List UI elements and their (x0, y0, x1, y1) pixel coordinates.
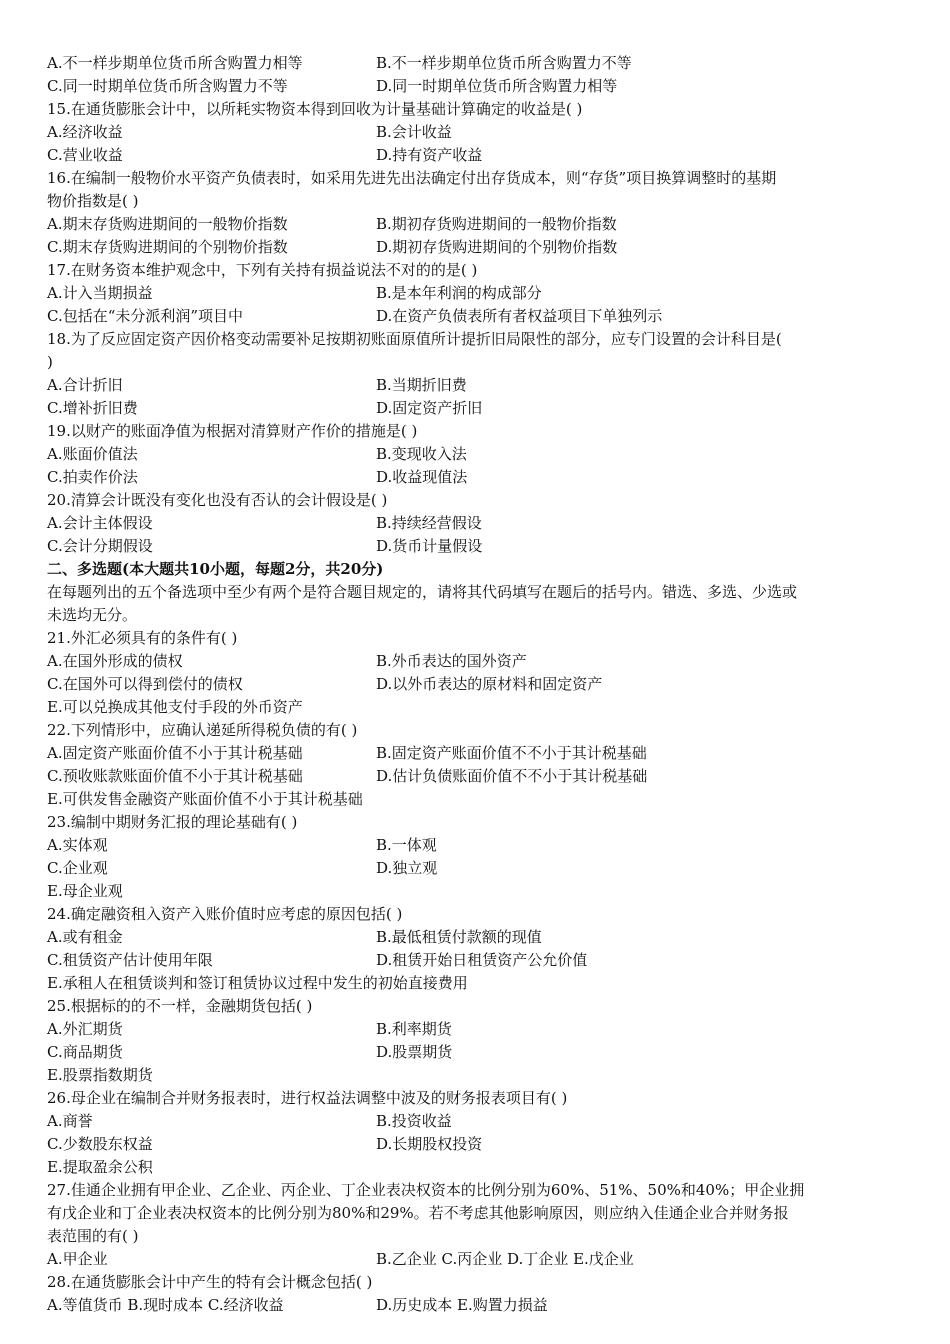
option-left: C.在国外可以得到偿付的债权 (47, 675, 243, 693)
option-row (47, 75, 897, 98)
option-row (47, 765, 897, 788)
option-left: A.不一样步期单位货币所含购置力相等 (47, 54, 303, 72)
option-right: D.在资产负债表所有者权益项目下单独列示 (376, 307, 663, 325)
option-right: B.持续经营假设 (376, 514, 482, 532)
option-row (47, 926, 897, 949)
option-right: B.最低租赁付款额的现值 (376, 928, 542, 946)
exam-page (47, 52, 897, 1317)
option-right: B.会计收益 (376, 123, 452, 141)
text-line: 17.在财务资本维护观念中，下列有关持有损益说法不对的的是( ) (47, 261, 478, 279)
text-line: 26.母企业在编制合并财务报表时，进行权益法调整中波及的财务报表项目有( ) (47, 1089, 568, 1107)
option-left: C.企业观 (47, 859, 108, 877)
option-row (47, 213, 897, 236)
text-line: 在每题列出的五个备选项中至少有两个是符合题目规定的，请将其代码填写在题后的括号内。错选、多选、少选或 (47, 583, 798, 601)
option-left: A.合计折旧 (47, 376, 123, 394)
option-left: A.等值货币 B.现时成本 C.经济收益 (47, 1296, 284, 1314)
option-row (47, 1110, 897, 1133)
option-row (47, 673, 897, 696)
text-line: E.承租人在租赁谈判和签订租赁协议过程中发生的初始直接费用 (47, 974, 468, 992)
option-right: D.持有资产收益 (376, 146, 483, 164)
option-right: D.同一时期单位货币所含购置力相等 (376, 77, 618, 95)
option-right: D.固定资产折旧 (376, 399, 483, 417)
text-line: 未选均无分。 (47, 606, 138, 624)
option-row (47, 282, 897, 305)
text-line: E.母企业观 (47, 882, 123, 900)
option-right: D.估计负债账面价值不不小于其计税基础 (376, 767, 648, 785)
option-left: A.账面价值法 (47, 445, 138, 463)
option-row (47, 443, 897, 466)
option-row (47, 466, 897, 489)
option-row (47, 834, 897, 857)
text-line: E.可以兑换成其他支付手段的外币资产 (47, 698, 303, 716)
text-line: 25.根据标的的不一样，金融期货包括( ) (47, 997, 313, 1015)
option-row (47, 1248, 897, 1271)
option-right: B.乙企业 C.丙企业 D.丁企业 E.戊企业 (376, 1250, 634, 1268)
option-row (47, 857, 897, 880)
option-left: C.期末存货购进期间的个别物价指数 (47, 238, 288, 256)
option-right: B.外币表达的国外资产 (376, 652, 527, 670)
option-left: A.甲企业 (47, 1250, 108, 1268)
option-left: C.商品期货 (47, 1043, 123, 1061)
text-line: E.股票指数期货 (47, 1066, 153, 1084)
text-line: 15.在通货膨胀会计中，以所耗实物资本得到回收为计量基础计算确定的收益是( ) (47, 100, 583, 118)
text-line: 21.外汇必须具有的条件有( ) (47, 629, 238, 647)
section-heading: 二、多选题(本大题共10小题，每题2分，共20分) (47, 560, 384, 578)
option-row (47, 949, 897, 972)
text-line: E.提取盈余公积 (47, 1158, 153, 1176)
option-left: A.商誉 (47, 1112, 93, 1130)
option-left: C.会计分期假设 (47, 537, 153, 555)
option-row (47, 650, 897, 673)
option-row (47, 144, 897, 167)
option-right: D.期初存货购进期间的个别物价指数 (376, 238, 618, 256)
option-left: A.或有租金 (47, 928, 123, 946)
option-left: A.固定资产账面价值不小于其计税基础 (47, 744, 303, 762)
text-line: 19.以财产的账面净值为根据对清算财产作价的措施是( ) (47, 422, 418, 440)
option-row (47, 236, 897, 259)
option-left: A.会计主体假设 (47, 514, 153, 532)
option-left: A.经济收益 (47, 123, 123, 141)
option-right: B.固定资产账面价值不不小于其计税基础 (376, 744, 647, 762)
option-row (47, 1294, 897, 1317)
option-right: D.收益现值法 (376, 468, 468, 486)
option-left: C.营业收益 (47, 146, 123, 164)
text-line: ) (47, 353, 53, 371)
option-left: C.少数股东权益 (47, 1135, 153, 1153)
text-line: 28.在通货膨胀会计中产生的特有会计概念包括( ) (47, 1273, 373, 1291)
option-right: B.是本年利润的构成部分 (376, 284, 542, 302)
text-line: 表范围的有( ) (47, 1227, 139, 1245)
option-left: A.实体观 (47, 836, 108, 854)
option-right: B.当期折旧费 (376, 376, 467, 394)
option-row (47, 742, 897, 765)
option-right: B.利率期货 (376, 1020, 452, 1038)
option-left: A.在国外形成的债权 (47, 652, 183, 670)
option-right: B.投资收益 (376, 1112, 452, 1130)
option-row (47, 121, 897, 144)
option-right: B.期初存货购进期间的一般物价指数 (376, 215, 617, 233)
option-left: C.租赁资产估计使用年限 (47, 951, 213, 969)
option-row (47, 305, 897, 328)
text-line: E.可供发售金融资产账面价值不小于其计税基础 (47, 790, 363, 808)
option-row (47, 512, 897, 535)
text-line: 22.下列情形中，应确认递延所得税负债的有( ) (47, 721, 358, 739)
option-right: D.股票期货 (376, 1043, 453, 1061)
option-right: B.不一样步期单位货币所含购置力不等 (376, 54, 632, 72)
option-row (47, 1133, 897, 1156)
option-left: A.期末存货购进期间的一般物价指数 (47, 215, 288, 233)
option-right: B.一体观 (376, 836, 437, 854)
text-line: 20.清算会计既没有变化也没有否认的会计假设是( ) (47, 491, 388, 509)
text-line: 有戊企业和丁企业表决权资本的比例分别为80%和29%。若不考虑其他影响原因，则应纳入佳通企业合并财务报 (47, 1204, 789, 1222)
text-line: 物价指数是( ) (47, 192, 139, 210)
option-row (47, 397, 897, 420)
option-left: C.拍卖作价法 (47, 468, 138, 486)
option-right: D.独立观 (376, 859, 438, 877)
option-right: D.长期股权投资 (376, 1135, 483, 1153)
option-left: A.计入当期损益 (47, 284, 153, 302)
option-row (47, 52, 897, 75)
option-left: C.包括在“未分派利润”项目中 (47, 307, 244, 325)
text-line: 18.为了反应固定资产因价格变动需要补足按期初账面原值所计提折旧局限性的部分，应专门设置的会计科目是( (47, 330, 782, 348)
option-right: D.租赁开始日租赁资产公允价值 (376, 951, 588, 969)
option-row (47, 1041, 897, 1064)
option-right: D.历史成本 E.购置力损益 (376, 1296, 548, 1314)
option-left: A.外汇期货 (47, 1020, 123, 1038)
text-line: 24.确定融资租入资产入账价值时应考虑的原因包括( ) (47, 905, 403, 923)
option-row (47, 374, 897, 397)
text-line: 23.编制中期财务汇报的理论基础有( ) (47, 813, 298, 831)
text-line: 27.佳通企业拥有甲企业、乙企业、丙企业、丁企业表决权资本的比例分别为60%、51%、50%和40%；甲企业拥 (47, 1181, 805, 1199)
option-row (47, 1018, 897, 1041)
option-right: B.变现收入法 (376, 445, 467, 463)
text-line: 16.在编制一般物价水平资产负债表时，如采用先进先出法确定付出存货成本，则“存货”项目换算调整时的基期 (47, 169, 777, 187)
option-left: C.预收账款账面价值不小于其计税基础 (47, 767, 303, 785)
option-left: C.同一时期单位货币所含购置力不等 (47, 77, 288, 95)
option-right: D.以外币表达的原材料和固定资产 (376, 675, 603, 693)
option-row (47, 535, 897, 558)
option-left: C.增补折旧费 (47, 399, 138, 417)
option-right: D.货币计量假设 (376, 537, 483, 555)
